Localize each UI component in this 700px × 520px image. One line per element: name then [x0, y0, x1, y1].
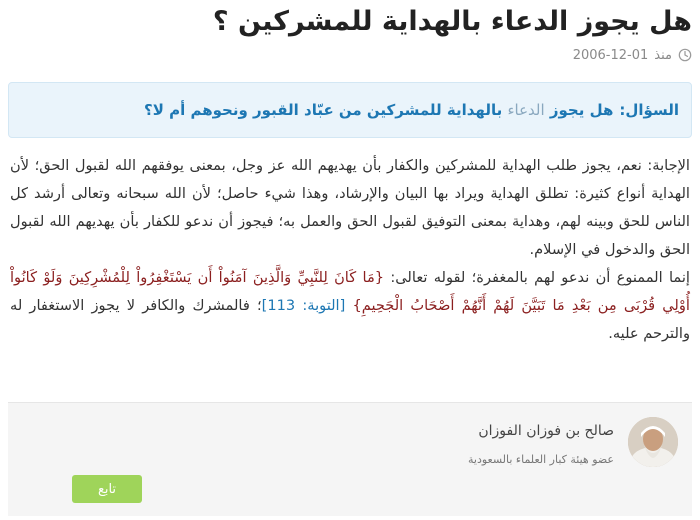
avatar[interactable] [628, 417, 678, 467]
answer-paragraph-2 [10, 264, 690, 348]
page-title: هل يجوز الدعاء بالهداية للمشركين ؟ [212, 6, 692, 37]
answer-body [8, 152, 692, 348]
quran-verse: {مَا كَانَ لِلنَّبِيِّ وَالَّذِينَ آمَنُواْ أَن يَسْتَغْفِرُواْ لِلْمُشْرِكِينَ وَلَوْ كَانُواْ أُوْلِي قُرْبَى مِن بَعْدِ مَا تَبَيَّنَ لَهُمْ أَنَّهُمْ أَصْحَابُ الْجَحِيمِ} [10, 269, 690, 314]
question-label: السؤال: [619, 101, 679, 119]
author-portrait-icon [628, 417, 678, 467]
answer-paragraph-2-end: ؛ فالمشرك والكافر لا يجوز الاستغفار له والترحم عليه. [10, 297, 690, 342]
question-part-3: بالهداية للمشركين من عبّاد القبور ونحوهم أم لا؟ [144, 101, 503, 119]
date-value: 2006-12-01 [572, 47, 649, 63]
verse-reference[interactable]: [التوبة: 113] [261, 297, 346, 314]
article-date [8, 44, 692, 66]
date-prefix: منذ [654, 47, 672, 63]
clock-icon [678, 48, 692, 62]
answer-paragraph-1: الإجابة: نعم، يجوز طلب الهداية للمشركين والكفار بأن يهديهم الله عز وجل، بمعنى يوفقهم الله لقبول الحق؛ لأن الهداية أنواع كثيرة: تطلق الهداية ويراد بها البيان والإرشاد، وهذا شيء حاصل؛ لأن الله سبحانه وتعالى أرشد كل الناس للحق وبينه لهم، وهداية بمعنى التوفيق لقبول الحق والعمل به؛ فيجوز أن ندعو للكفار بأن يهديهم الله لقبول الحق والدخول في الإسلام. [10, 157, 690, 258]
author-role: عضو هيئة كبار العلماء بالسعودية [468, 453, 614, 466]
follow-button[interactable]: تابع [72, 475, 142, 503]
author-name[interactable]: صالح بن فوزان الفوزان [478, 423, 614, 439]
answer-paragraph-2-start: إنما الممنوع أن ندعو لهم بالمغفرة؛ لقوله تعالى: [384, 269, 690, 286]
question-box [8, 82, 692, 138]
question-part-1: هل يجوز [549, 101, 614, 119]
question-part-2: الدعاء [507, 101, 545, 119]
author-card [8, 402, 692, 516]
